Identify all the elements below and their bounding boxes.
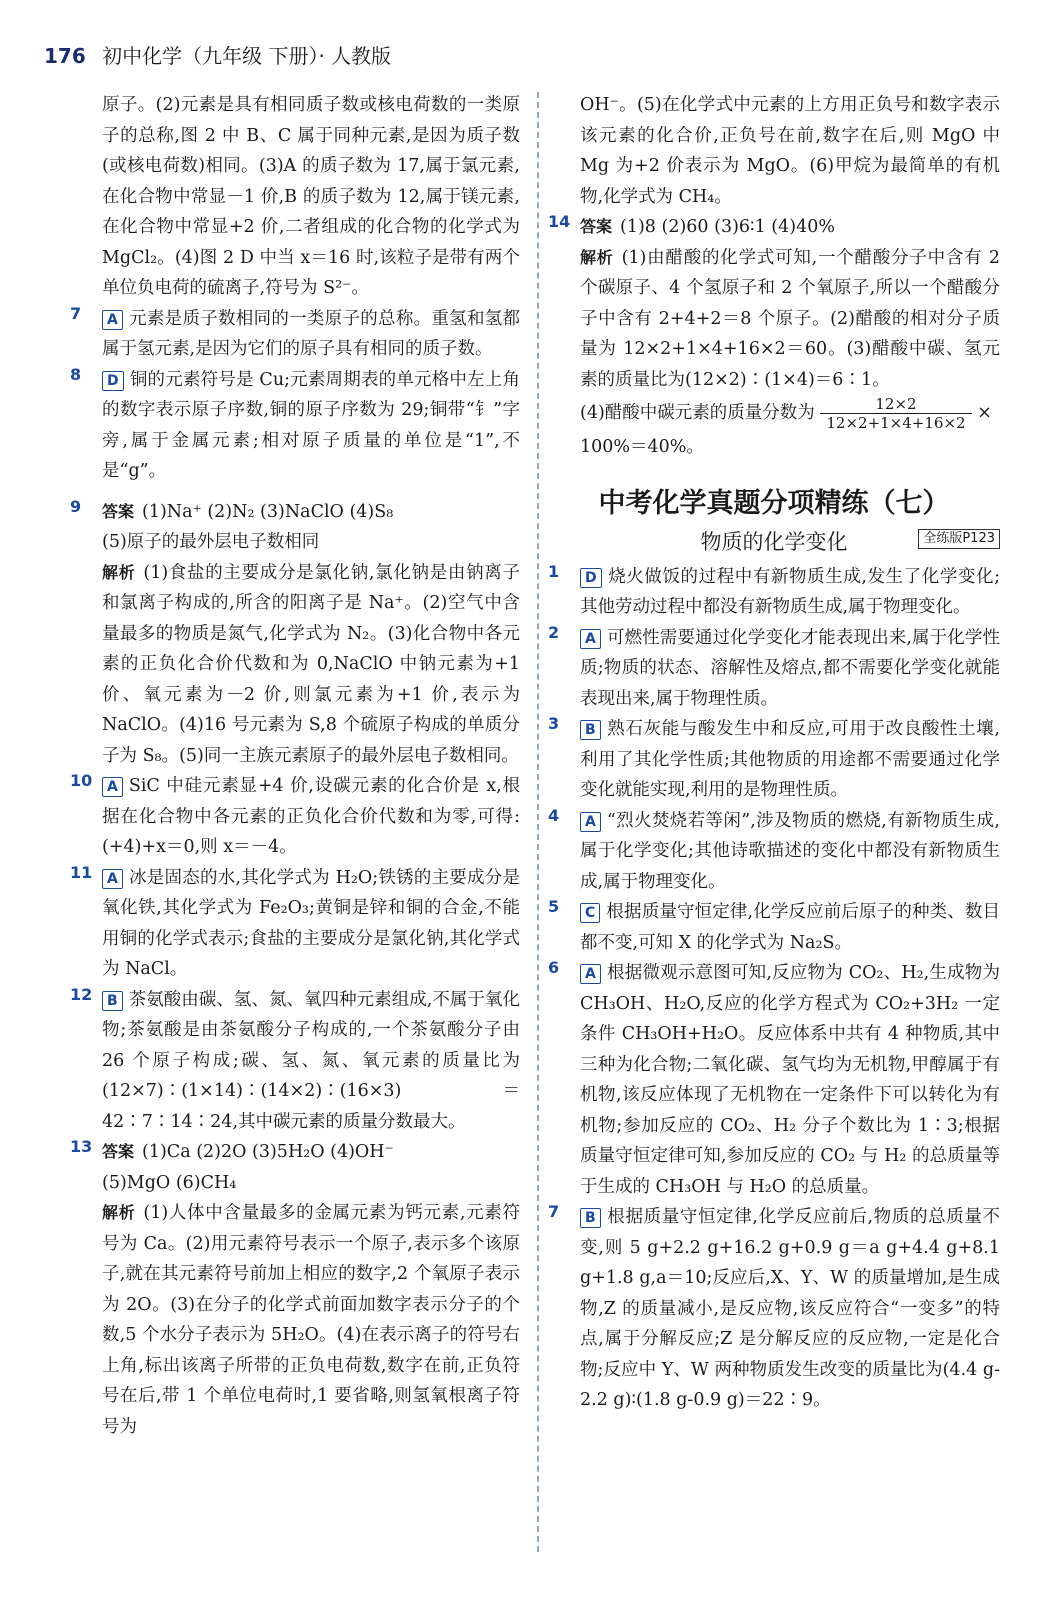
question-number: 13: [70, 1137, 93, 1156]
answer-text-2: (5)原子的最外层电子数相同: [102, 532, 320, 552]
exercise-7: [548, 1202, 1000, 1416]
left-column: [70, 90, 520, 1442]
question-text: 根据质量守恒定律,化学反应前后,物质的总质量不变,则 5 g+2.2 g+16.2 g+0.9 g＝a g+4.4 g+8.1 g+1.8 g,a＝10;反应后,X、Y、W 的质量增加,是生成物,Z 的质量减小,是反应物,该反应符合“一变多”的特点,属于分解反应;Z 是分解反应的反应物,一定是化合物;反应中 Y、W 两种物质发生改变的质量比为(4.4 g-2.2 g)∶(1.8 g-0.9 g)＝22∶9。: [580, 1207, 1000, 1410]
question-text: 根据微观示意图可知,反应物为 CO₂、H₂,生成物为 CH₃OH、H₂O,反应的化学方程式为 CO₂+3H₂ 一定条件 CH₃OH+H₂O。反应体系中共有 4 种物质,其中三种为化合物;二氧化碳、氢气均为无机物,甲醇属于有机物,该反应体现了无机物在一定条件下可以转化为有机物;参加反应的 CO₂、H₂ 分子个数比为 1∶3;根据质量守恒定律可知,参加反应的 CO₂ 与 H₂ 的总质量等于生成的 CH₃OH 与 H₂O 的总质量。: [580, 963, 1000, 1197]
question-text: SiC 中硅元素显+4 价,设碳元素的化合价是 x,根据在化合物中各元素的正负化合价代数和为零,可得:(+4)+x＝0,则 x＝－4。: [102, 776, 520, 857]
answer-label: 答案: [102, 1142, 135, 1161]
question-number: 4: [548, 805, 560, 825]
answer-letter: A: [580, 812, 601, 832]
answer-text: (1)Na⁺ (2)N₂ (3)NaClO (4)S₈: [142, 501, 394, 522]
analysis-text: (1)由醋酸的化学式可知,一个醋酸分子中含有 2 个碳原子、4 个氢原子和 2 个氧原子,所以一个醋酸分子中含有 2+4+2＝8 个原子。(2)醋酸的相对分子质量为 12×2+1×4+16×2＝60。(3)醋酸中碳、氢元素的质量比为(12×2)∶(1×4)＝6∶1。: [580, 247, 1000, 390]
question-number: 11: [70, 862, 93, 882]
question-7: [70, 304, 520, 365]
answer-letter: A: [102, 777, 123, 797]
question-8: [70, 365, 520, 487]
intro-paragraph: 原子。(2)元素是具有相同质子数或核电荷数的一类原子的总称,图 2 中 B、C 属于同种元素,是因为质子数(或核电荷数)相同。(3)A 的质子数为 17,属于氯元素,在化合物中常显－1 价,B 的质子数为 12,属于镁元素,在化合物中常显+2 价,二者组成的化合物的化学式为 MgCl₂。(4)图 2 D 中当 x＝16 时,该粒子是带有两个单位负电荷的硫离子,符号为 S²⁻。: [102, 95, 520, 298]
page-reference-badge: 全练版P123: [918, 529, 1000, 549]
answer-letter: A: [102, 310, 123, 330]
exercise-1: [548, 562, 1000, 623]
question-number: 7: [70, 303, 82, 323]
question-10: [70, 771, 520, 863]
analysis-text: (1)食盐的主要成分是氯化钠,氯化钠是由钠离子和氯离子构成的,所含的阳离子是 Na⁺。(2)空气中含量最多的物质是氮气,化学式为 N₂。(3)化合物中各元素的正负化合价代数和为 0,NaClO 中钠元素为+1 价、氧元素为－2 价,则氯元素为+1 价,表示为 NaClO。(4)16 号元素为 S,8 个硫原子构成的单质分子为 S₈。(5)同一主族元素原子的最外层电子数相同。: [102, 562, 520, 766]
question-number: 9: [70, 496, 82, 516]
question-number: 6: [548, 958, 560, 977]
fraction-suffix: ×: [977, 403, 992, 423]
answer-letter: A: [580, 964, 601, 984]
question-number: 1: [548, 561, 560, 581]
answer-text: (1)Ca (2)2O (3)5H₂O (4)OH⁻: [142, 1142, 394, 1162]
exercise-5: [548, 897, 1000, 958]
fraction-numerator: 12×2: [820, 395, 971, 414]
question-text: 茶氨酸由碳、氢、氮、氧四种元素组成,不属于氧化物;茶氨酸是由茶氨酸分子构成的,一个茶氨酸分子由 26 个原子构成;碳、氢、氮、氧元素的质量比为(12×7)∶(1×14)∶(14×2)∶(16×3)＝42∶7∶14∶24,其中碳元素的质量分数最大。: [102, 989, 520, 1132]
exercise-2: [548, 623, 1000, 715]
page-number: 176: [44, 44, 86, 68]
answer-label: 答案: [580, 217, 613, 236]
answer-letter: D: [102, 371, 124, 391]
section-subtitle: 物质的化学变化: [700, 529, 848, 554]
answer-letter: B: [102, 991, 123, 1011]
question-text: 根据质量守恒定律,化学反应前后原子的种类、数目都不变,可知 X 的化学式为 Na₂S。: [580, 902, 1000, 953]
answer-letter: D: [580, 568, 602, 588]
question-text: 铜的元素符号是 Cu;元素周期表的单元格中左上角的数字表示原子序数,铜的原子序数为 29;铜带“钅”字旁,属于金属元素;相对原子质量的单位是“1”,不是“g”。: [102, 369, 520, 481]
question-text: “烈火焚烧若等闲”,涉及物质的燃烧,有新物质生成,属于化学变化;其他诗歌描述的变化中都没有新物质生成,属于物理变化。: [580, 810, 1000, 892]
question-12: [70, 985, 520, 1138]
question-text: 烧火做饭的过程中有新物质生成,发生了化学变化;其他劳动过程中都没有新物质生成,属于物理变化。: [580, 566, 1000, 617]
exercise-3: [548, 714, 1000, 806]
question-number: 3: [548, 714, 560, 733]
question-14: [548, 212, 1000, 463]
question-13: [70, 1137, 520, 1442]
question-number: 14: [548, 212, 571, 231]
question-text: 冰是固态的水,其化学式为 H₂O;铁锈的主要成分是氧化铁,其化学式为 Fe₂O₃;黄铜是锌和铜的合金,不能用铜的化学式表示;食盐的主要成分是氯化钠,其化学式为 NaCl。: [102, 867, 520, 979]
question-text: 元素是质子数相同的一类原子的总称。重氢和氢都属于氢元素,是因为它们的原子具有相同的质子数。: [102, 308, 520, 359]
analysis-label: 解析: [580, 247, 614, 267]
answer-letter: C: [580, 903, 600, 923]
answer-letter: A: [102, 869, 123, 889]
answer-text-2: (5)MgO (6)CH₄: [102, 1172, 237, 1193]
exercise-6: [548, 958, 1000, 1202]
fraction-line: [580, 395, 1000, 432]
question-number: 2: [548, 622, 560, 642]
question-9: [70, 497, 520, 772]
analysis-label: 解析: [102, 562, 136, 582]
question-number: 8: [70, 364, 82, 384]
question-number: 5: [548, 897, 560, 916]
fraction: [820, 395, 971, 432]
exercise-4: [548, 806, 1000, 898]
analysis-label: 解析: [102, 1203, 136, 1222]
continued-paragraph: OH⁻。(5)在化学式中元素的上方用正负号和数字表示该元素的化合价,正负号在前,数字在后,则 MgO 中 Mg 为+2 价表示为 MgO。(6)甲烷为最简单的有机物,化学式为 CH₄。: [580, 95, 1000, 207]
question-text: 熟石灰能与酸发生中和反应,可用于改良酸性土壤,利用了其化学性质;其他物质的用途都不需要通过化学变化就能实现,利用的是物理性质。: [580, 719, 1000, 800]
answer-letter: A: [580, 629, 601, 649]
question-text: 可燃性需要通过化学变化才能表现出来,属于化学性质;物质的状态、溶解性及熔点,都不需要化学变化就能表现出来,属于物理性质。: [580, 627, 1000, 709]
fraction-prefix: (4)醋酸中碳元素的质量分数为: [580, 403, 815, 423]
question-number: 12: [70, 984, 93, 1004]
book-title: 初中化学（九年级 下册）· 人教版: [102, 44, 392, 68]
answer-label: 答案: [102, 501, 135, 521]
analysis-text: (1)人体中含量最多的金属元素为钙元素,元素符号为 Ca。(2)用元素符号表示一个原子,表示多个该原子,就在其元素符号前加上相应的数字,2 个氧原子表示为 2O。(3)在分子的化学式前面加数字表示分子的个数,5 个水分子表示为 5H₂O。(4)在表示离子的符号右上角,标出该离子所带的正负电荷数,数字在前,正负符号在后,带 1 个单位电荷时,1 要省略,则氢氧根离子符号为: [102, 1203, 520, 1437]
section-title: 中考化学真题分项精练（七）: [598, 487, 950, 519]
question-number: 7: [548, 1202, 560, 1221]
right-column: [548, 90, 1000, 1416]
fraction-result: 100%＝40%。: [580, 437, 704, 457]
answer-letter: B: [580, 720, 601, 740]
section-subtitle-row: [548, 526, 1000, 556]
answer-text: (1)8 (2)60 (3)6∶1 (4)40%: [620, 217, 835, 237]
page-header: [44, 40, 391, 69]
column-divider: [537, 92, 539, 1552]
fraction-denominator: 12×2+1×4+16×2: [826, 414, 966, 432]
question-11: [70, 863, 520, 985]
question-number: 10: [70, 771, 93, 790]
answer-letter: B: [580, 1208, 601, 1228]
